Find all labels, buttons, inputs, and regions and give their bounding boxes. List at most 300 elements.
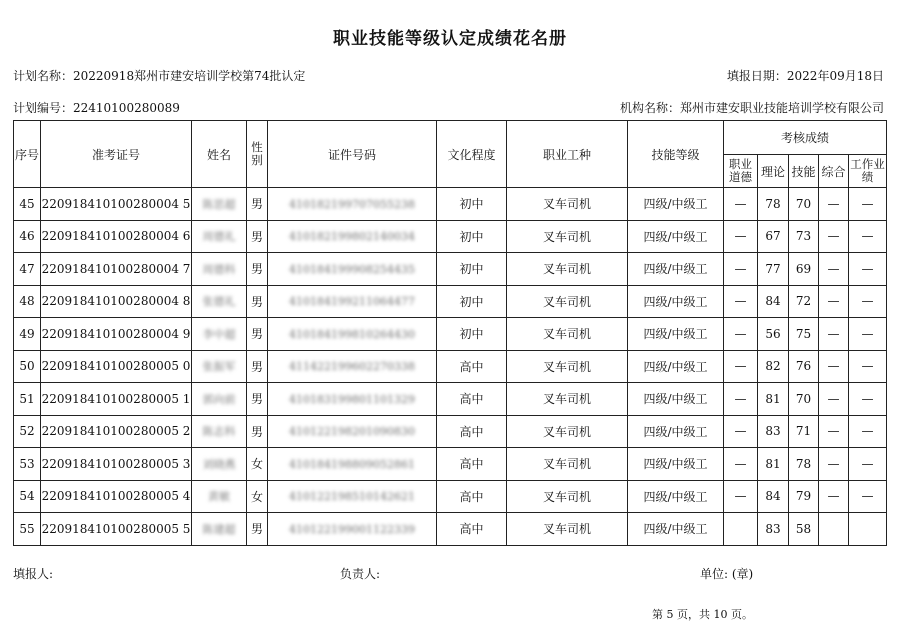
cell-id-text: 410184199908254435 [289, 262, 415, 276]
cell-job-text: 叉车司机 [542, 457, 591, 472]
header-overall: 综合 [819, 155, 849, 188]
cell-seq-text: 51 [19, 391, 35, 406]
cell-theory [758, 188, 789, 221]
cell-overall-text: — [827, 489, 840, 504]
cell-name [192, 415, 247, 448]
cell-overall [819, 220, 849, 253]
cell-seq-text: 55 [19, 521, 35, 536]
unit-label: 单位: (章) [700, 567, 754, 581]
cell-ticket-text: 220918410100280005 0 [41, 359, 191, 374]
cell-skill [789, 318, 819, 351]
cell-name-text: 张德礼 [202, 295, 236, 309]
cell-job [507, 448, 628, 481]
cell-job [507, 415, 628, 448]
fill-date: 填报日期：2022年09月18日 [726, 69, 884, 83]
cell-ticket [41, 415, 192, 448]
cell-education-text: 高中 [459, 359, 484, 374]
cell-education [437, 318, 507, 351]
cell-education [437, 448, 507, 481]
cell-seq [14, 318, 41, 351]
cell-ticket [41, 513, 192, 546]
cell-level [628, 285, 724, 318]
cell-name-text: 黄敏 [208, 490, 230, 504]
cell-skill [789, 220, 819, 253]
cell-work [849, 285, 887, 318]
cell-job-text: 叉车司机 [542, 392, 591, 407]
cell-education [437, 480, 507, 513]
cell-level-text: 四级/中级工 [643, 359, 708, 374]
cell-id-text: 410122198510142621 [289, 490, 415, 504]
cell-ethics-text: — [734, 489, 747, 504]
cell-level [628, 253, 724, 286]
cell-education-text: 高中 [459, 457, 484, 472]
cell-id-text: 410182199802140034 [289, 230, 415, 244]
cell-work-text: — [861, 326, 874, 341]
cell-job-text: 叉车司机 [542, 359, 591, 374]
cell-ethics [724, 383, 758, 416]
cell-work-text: — [861, 391, 874, 406]
cell-ethics [724, 220, 758, 253]
table-row [14, 415, 887, 448]
cell-theory [758, 253, 789, 286]
cell-id [268, 415, 437, 448]
cell-overall [819, 318, 849, 351]
principal-label: 负责人: [340, 567, 381, 581]
header-id: 证件号码 [268, 121, 437, 188]
cell-education [437, 415, 507, 448]
cell-gender-text: 男 [250, 392, 263, 407]
cell-overall [819, 383, 849, 416]
cell-skill-text: 58 [795, 521, 812, 536]
cell-gender [247, 188, 268, 221]
cell-overall-text: — [827, 326, 840, 341]
cell-seq [14, 188, 41, 221]
cell-ethics [724, 285, 758, 318]
cell-ticket [41, 383, 192, 416]
score-table [13, 120, 887, 546]
cell-id-text: 410122198201090830 [289, 425, 415, 439]
cell-work [849, 350, 887, 383]
cell-level-text: 四级/中级工 [643, 457, 708, 472]
cell-theory [758, 285, 789, 318]
cell-gender-text: 男 [250, 522, 263, 537]
cell-level-text: 四级/中级工 [643, 424, 708, 439]
cell-overall-text: — [827, 456, 840, 471]
cell-overall-text: — [827, 424, 840, 439]
cell-education [437, 383, 507, 416]
cell-job [507, 480, 628, 513]
cell-gender [247, 350, 268, 383]
cell-work [849, 448, 887, 481]
cell-ticket-text: 220918410100280005 2 [41, 424, 191, 439]
cell-work [849, 383, 887, 416]
cell-name [192, 448, 247, 481]
cell-ethics-text: — [734, 359, 747, 374]
cell-theory-text: 56 [765, 326, 781, 341]
cell-work-text: — [861, 196, 874, 211]
cell-ticket-text: 220918410100280004 9 [41, 326, 191, 341]
cell-ethics [724, 448, 758, 481]
cell-gender-text: 男 [250, 327, 263, 342]
cell-ethics-text: — [734, 391, 747, 406]
plan-name: 计划名称：20220918郑州市建安培训学校第74批认定 [13, 69, 306, 83]
cell-ethics [724, 350, 758, 383]
cell-gender-text: 男 [250, 424, 263, 439]
cell-seq [14, 253, 41, 286]
cell-overall [819, 350, 849, 383]
cell-seq [14, 448, 41, 481]
cell-gender [247, 285, 268, 318]
table-row [14, 513, 887, 546]
table-row [14, 188, 887, 221]
cell-seq [14, 415, 41, 448]
cell-name-text: 陈建超 [202, 522, 236, 536]
header-gender: 性别 [247, 121, 268, 188]
cell-seq-text: 49 [19, 326, 35, 341]
cell-work [849, 513, 887, 546]
table-row [14, 318, 887, 351]
cell-name [192, 383, 247, 416]
cell-theory-text: 82 [765, 359, 781, 374]
cell-job-text: 叉车司机 [542, 294, 591, 309]
cell-gender-text: 男 [250, 197, 263, 212]
cell-level-text: 四级/中级工 [643, 392, 708, 407]
page-indicator: 第 5 页，共 10 页。 [652, 608, 753, 621]
table-row [14, 253, 887, 286]
cell-job [507, 513, 628, 546]
cell-theory [758, 513, 789, 546]
cell-seq-text: 47 [19, 261, 35, 276]
cell-work [849, 220, 887, 253]
header-job: 职业工种 [507, 121, 628, 188]
cell-education [437, 350, 507, 383]
cell-name [192, 220, 247, 253]
cell-job [507, 350, 628, 383]
header-seq: 序号 [14, 121, 41, 188]
cell-name [192, 318, 247, 351]
cell-work-text: — [861, 489, 874, 504]
cell-work [849, 415, 887, 448]
cell-job [507, 220, 628, 253]
cell-ethics [724, 253, 758, 286]
cell-ticket-text: 220918410100280004 5 [41, 196, 191, 211]
cell-skill-text: 69 [795, 261, 812, 276]
table-row [14, 220, 887, 253]
cell-level [628, 318, 724, 351]
cell-id [268, 480, 437, 513]
cell-job-text: 叉车司机 [542, 424, 591, 439]
cell-work-text: — [861, 261, 874, 276]
cell-name-text: 张振军 [202, 360, 236, 374]
cell-name [192, 285, 247, 318]
cell-level [628, 415, 724, 448]
cell-id [268, 513, 437, 546]
cell-skill [789, 350, 819, 383]
cell-ethics-text: — [734, 294, 747, 309]
cell-gender-text: 女 [250, 489, 263, 504]
cell-overall-text: — [827, 359, 840, 374]
cell-education [437, 253, 507, 286]
cell-gender [247, 415, 268, 448]
cell-ethics-text: — [734, 229, 747, 244]
cell-skill [789, 513, 819, 546]
cell-id-text: 410182199707055238 [289, 197, 415, 211]
header-scores: 考核成绩 [724, 121, 887, 155]
cell-id [268, 448, 437, 481]
cell-job [507, 285, 628, 318]
cell-skill-text: 73 [795, 229, 812, 244]
cell-ticket-text: 220918410100280004 8 [41, 294, 191, 309]
cell-level [628, 220, 724, 253]
cell-theory-text: 81 [765, 391, 781, 406]
cell-work [849, 318, 887, 351]
cell-job [507, 253, 628, 286]
cell-gender [247, 318, 268, 351]
table-row [14, 448, 887, 481]
header-theory: 理论 [758, 155, 789, 188]
cell-theory-text: 83 [765, 424, 781, 439]
cell-level-text: 四级/中级工 [643, 522, 708, 537]
cell-job-text: 叉车司机 [542, 522, 591, 537]
cell-skill [789, 285, 819, 318]
organization-name: 机构名称：郑州市建安职业技能培训学校有限公司 [619, 101, 884, 115]
cell-overall-text: — [827, 391, 840, 406]
cell-theory-text: 77 [765, 261, 781, 276]
header-education: 文化程度 [437, 121, 507, 188]
plan-number: 计划编号：22410100280089 [13, 101, 180, 115]
cell-ticket [41, 285, 192, 318]
cell-job-text: 叉车司机 [542, 229, 591, 244]
cell-gender [247, 480, 268, 513]
cell-gender-text: 男 [250, 359, 263, 374]
cell-ethics [724, 318, 758, 351]
cell-id [268, 220, 437, 253]
cell-skill-text: 71 [795, 424, 812, 439]
cell-overall [819, 253, 849, 286]
header-work: 工作业绩 [849, 155, 887, 188]
cell-education-text: 高中 [459, 424, 484, 439]
cell-level-text: 四级/中级工 [643, 294, 708, 309]
cell-ethics-text: — [734, 261, 747, 276]
cell-ticket [41, 220, 192, 253]
cell-ethics-text: — [734, 456, 747, 471]
cell-seq [14, 513, 41, 546]
header-level: 技能等级 [628, 121, 724, 188]
cell-education [437, 188, 507, 221]
cell-name-text: 周德科 [202, 262, 236, 276]
cell-job-text: 叉车司机 [542, 489, 591, 504]
cell-level [628, 448, 724, 481]
cell-ticket [41, 480, 192, 513]
cell-seq [14, 383, 41, 416]
cell-ticket [41, 448, 192, 481]
cell-education-text: 初中 [459, 327, 484, 342]
cell-id-text: 410183199801101329 [289, 392, 415, 406]
cell-name-text: 陈志科 [202, 425, 236, 439]
cell-id-text: 410184199810264430 [289, 327, 415, 341]
cell-skill [789, 383, 819, 416]
cell-education-text: 初中 [459, 262, 484, 277]
cell-theory-text: 78 [765, 196, 781, 211]
cell-work-text: — [861, 294, 874, 309]
cell-name-text: 郭向前 [202, 392, 236, 406]
cell-skill [789, 448, 819, 481]
header-skill: 技能 [789, 155, 819, 188]
cell-ticket-text: 220918410100280005 4 [41, 489, 191, 504]
cell-level [628, 383, 724, 416]
header-ticket: 准考证号 [41, 121, 192, 188]
cell-gender [247, 448, 268, 481]
cell-gender-text: 男 [250, 262, 263, 277]
cell-ticket-text: 220918410100280005 3 [41, 456, 191, 471]
cell-education [437, 285, 507, 318]
cell-education-text: 高中 [459, 522, 484, 537]
cell-level [628, 513, 724, 546]
table-row [14, 350, 887, 383]
cell-theory [758, 220, 789, 253]
cell-overall-text: — [827, 294, 840, 309]
cell-gender-text: 男 [250, 229, 263, 244]
cell-ticket-text: 220918410100280005 5 [41, 521, 191, 536]
cell-name-text: 李中超 [202, 327, 236, 341]
cell-work [849, 253, 887, 286]
cell-name-text: 周德礼 [202, 230, 236, 244]
cell-theory-text: 81 [765, 456, 781, 471]
cell-theory-text: 83 [765, 521, 781, 536]
cell-ticket [41, 350, 192, 383]
cell-overall [819, 480, 849, 513]
cell-ticket-text: 220918410100280004 7 [41, 261, 191, 276]
cell-theory-text: 84 [765, 489, 781, 504]
cell-skill-text: 78 [795, 456, 812, 471]
cell-work-text: — [861, 424, 874, 439]
cell-level-text: 四级/中级工 [643, 197, 708, 212]
cell-overall [819, 188, 849, 221]
cell-theory [758, 448, 789, 481]
cell-seq-text: 48 [19, 294, 35, 309]
cell-gender-text: 男 [250, 294, 263, 309]
cell-skill-text: 76 [795, 359, 812, 374]
cell-id-text: 410122199001122339 [289, 522, 415, 536]
cell-work-text: — [861, 456, 874, 471]
cell-seq-text: 53 [19, 456, 35, 471]
cell-overall [819, 513, 849, 546]
cell-job-text: 叉车司机 [542, 262, 591, 277]
cell-gender [247, 383, 268, 416]
cell-id [268, 188, 437, 221]
cell-ticket [41, 253, 192, 286]
cell-skill-text: 70 [795, 391, 812, 406]
cell-seq [14, 220, 41, 253]
cell-overall-text: — [827, 229, 840, 244]
cell-id-text: 410184198809052861 [289, 457, 415, 471]
cell-skill [789, 480, 819, 513]
cell-id [268, 350, 437, 383]
cell-work-text: — [861, 359, 874, 374]
cell-education-text: 初中 [459, 197, 484, 212]
cell-ticket [41, 318, 192, 351]
cell-id [268, 383, 437, 416]
table-row [14, 285, 887, 318]
cell-education [437, 220, 507, 253]
cell-theory [758, 480, 789, 513]
cell-overall [819, 285, 849, 318]
cell-name [192, 253, 247, 286]
cell-seq-text: 46 [19, 229, 35, 244]
cell-level-text: 四级/中级工 [643, 262, 708, 277]
cell-overall-text: — [827, 261, 840, 276]
cell-level [628, 350, 724, 383]
cell-ethics [724, 513, 758, 546]
cell-theory [758, 415, 789, 448]
table-row [14, 383, 887, 416]
cell-job-text: 叉车司机 [542, 327, 591, 342]
cell-ticket-text: 220918410100280004 6 [41, 229, 191, 244]
cell-name [192, 350, 247, 383]
cell-id [268, 285, 437, 318]
cell-seq [14, 285, 41, 318]
cell-skill-text: 79 [795, 489, 812, 504]
cell-job [507, 318, 628, 351]
cell-education-text: 初中 [459, 294, 484, 309]
cell-work [849, 480, 887, 513]
cell-theory [758, 318, 789, 351]
cell-ethics [724, 415, 758, 448]
cell-work [849, 188, 887, 221]
cell-name [192, 513, 247, 546]
cell-seq-text: 50 [19, 359, 35, 374]
cell-ethics-text: — [734, 424, 747, 439]
cell-seq-text: 52 [19, 424, 35, 439]
cell-id [268, 318, 437, 351]
cell-level-text: 四级/中级工 [643, 327, 708, 342]
cell-skill [789, 253, 819, 286]
cell-id [268, 253, 437, 286]
cell-name-text: 刘晓燕 [202, 457, 236, 471]
header-name: 姓名 [192, 121, 247, 188]
cell-theory-text: 84 [765, 294, 781, 309]
cell-name [192, 480, 247, 513]
cell-ethics-text: — [734, 326, 747, 341]
cell-job-text: 叉车司机 [542, 197, 591, 212]
cell-job [507, 188, 628, 221]
cell-gender [247, 220, 268, 253]
cell-skill-text: 72 [795, 294, 812, 309]
cell-ethics-text: — [734, 196, 747, 211]
cell-skill [789, 415, 819, 448]
cell-education-text: 初中 [459, 229, 484, 244]
cell-name-text: 陈思超 [202, 197, 236, 211]
cell-job [507, 383, 628, 416]
cell-ethics [724, 188, 758, 221]
cell-level-text: 四级/中级工 [643, 229, 708, 244]
cell-theory [758, 383, 789, 416]
cell-work-text: — [861, 229, 874, 244]
cell-gender-text: 女 [250, 457, 263, 472]
cell-seq [14, 480, 41, 513]
cell-skill [789, 188, 819, 221]
cell-skill-text: 75 [795, 326, 812, 341]
filler-label: 填报人: [13, 567, 54, 581]
cell-education-text: 高中 [459, 392, 484, 407]
cell-level [628, 480, 724, 513]
cell-gender [247, 253, 268, 286]
cell-skill-text: 70 [795, 196, 812, 211]
cell-overall [819, 415, 849, 448]
cell-level [628, 188, 724, 221]
cell-id-text: 411422199602270338 [289, 360, 415, 374]
cell-theory-text: 67 [765, 229, 781, 244]
